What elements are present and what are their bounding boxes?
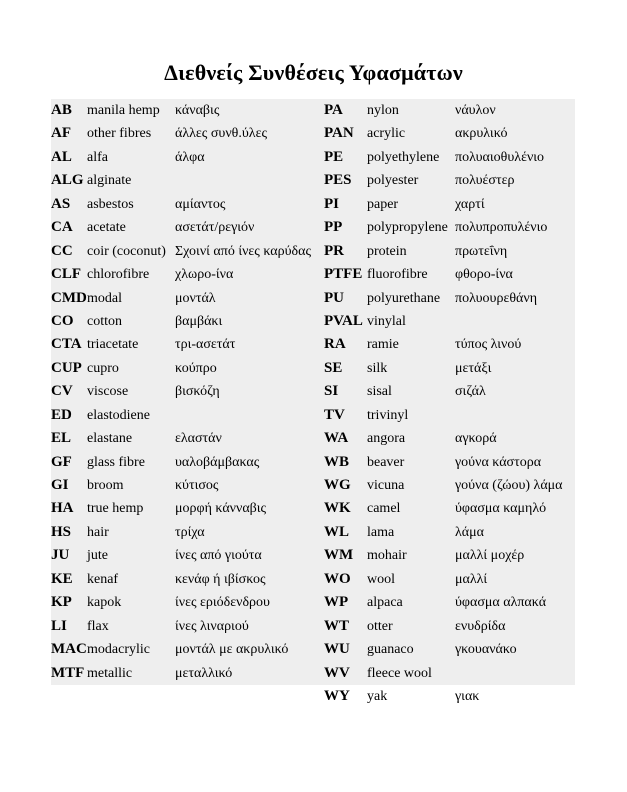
table-row [51, 240, 575, 263]
right-fiber-code: WM [324, 547, 354, 564]
table-row [51, 591, 575, 614]
right-fiber-name: polyethylene [367, 149, 440, 165]
right-fiber-name: polypropylene [367, 220, 448, 236]
table-row [51, 122, 575, 145]
left-fiber-code: MTF [51, 664, 85, 681]
left-fiber-code: GI [51, 477, 69, 493]
right-fiber-greek-name: γιακ [455, 688, 480, 704]
right-fiber-name: paper [367, 196, 399, 212]
table-row [51, 615, 575, 638]
right-fiber-code: SI [324, 383, 339, 400]
right-fiber-name: mohair [367, 548, 407, 564]
right-fiber-name: wool [367, 571, 395, 587]
right-fiber-name: sisal [367, 384, 392, 400]
table-row [51, 287, 575, 310]
table-row [51, 521, 575, 544]
table-row [51, 146, 575, 169]
left-fiber-code: LI [51, 617, 67, 634]
table-row [51, 451, 575, 474]
right-fiber-code: WB [324, 453, 350, 470]
left-fiber-code: MAC [51, 641, 87, 658]
table-row [51, 310, 575, 333]
left-fiber-code: AL [51, 148, 72, 165]
left-fiber-name: modacrylic [87, 642, 150, 658]
right-fiber-name: trivinyl [367, 407, 409, 423]
right-fiber-name: vinylal [367, 313, 406, 329]
right-fiber-code: PP [324, 219, 343, 236]
right-fiber-greek-name: ακρυλικό [455, 126, 508, 142]
left-fiber-greek-name: ίνες λιναριού [175, 618, 249, 634]
left-fiber-code: JU [51, 547, 70, 564]
right-fiber-code: TV [324, 406, 345, 423]
page-title: Διεθνείς Συνθέσεις Υφασμάτων [164, 60, 463, 85]
left-fiber-code: CA [51, 219, 73, 236]
left-fiber-name: acetate [87, 220, 126, 236]
right-fiber-name: fluorofibre [367, 267, 428, 283]
left-fiber-code: AS [51, 195, 71, 212]
left-fiber-greek-name: μοντάλ με ακρυλικό [175, 642, 289, 658]
left-fiber-name: elastane [87, 431, 133, 447]
left-fiber-greek-name: ελαστάν [175, 431, 222, 447]
right-fiber-code: PU [324, 289, 344, 306]
right-fiber-code: PE [324, 148, 344, 165]
right-fiber-name: polyester [367, 173, 419, 189]
left-fiber-code: HS [51, 523, 72, 540]
right-fiber-name: vicuna [367, 478, 405, 493]
fiber-composition-table [51, 99, 575, 708]
left-fiber-name: true hemp [87, 501, 144, 517]
left-fiber-name: manila hemp [87, 103, 160, 118]
right-fiber-greek-name: λάμα [455, 524, 484, 540]
right-fiber-code: PR [324, 242, 344, 259]
left-fiber-name: coir (coconut) [87, 243, 166, 259]
right-fiber-code: WT [324, 617, 350, 634]
table-row [51, 404, 575, 427]
left-fiber-greek-name: τρι-ασετάτ [175, 337, 236, 353]
left-fiber-greek-name: βισκόζη [175, 384, 220, 400]
left-fiber-greek-name: άλλες συνθ.ύλες [175, 126, 267, 142]
right-fiber-code: WV [324, 664, 350, 681]
table-row [51, 638, 575, 661]
right-fiber-name: beaver [367, 454, 405, 470]
left-fiber-name: kenaf [87, 571, 119, 587]
right-fiber-name: lama [367, 524, 395, 540]
right-fiber-code: PA [324, 102, 343, 118]
table-row [51, 497, 575, 520]
left-fiber-code: HA [51, 500, 74, 517]
left-fiber-name: triacetate [87, 337, 139, 353]
right-fiber-greek-name: γούνα (ζώου) λάμα [455, 478, 563, 493]
right-fiber-greek-name: πολυέστερ [455, 173, 515, 189]
left-fiber-greek-name: ίνες εριόδενδρου [175, 595, 270, 611]
left-fiber-greek-name: τρίχα [175, 524, 205, 540]
table-row [51, 474, 575, 497]
right-fiber-greek-name: γούνα κάστορα [455, 454, 542, 470]
table-row [51, 380, 575, 403]
table-row [51, 99, 575, 122]
left-fiber-name: alfa [87, 149, 108, 165]
table-row [51, 685, 575, 708]
left-fiber-name: kapok [87, 595, 122, 611]
left-fiber-code: AF [51, 125, 71, 142]
table-row [51, 333, 575, 356]
right-fiber-code: WP [324, 594, 349, 611]
table-row [51, 193, 575, 216]
left-fiber-name: flax [87, 618, 109, 634]
left-fiber-name: cotton [87, 313, 122, 329]
right-fiber-greek-name: γκουανάκο [455, 642, 517, 658]
left-fiber-greek-name: μοντάλ [175, 290, 216, 306]
right-fiber-greek-name: ύφασμα αλπακά [455, 595, 547, 611]
right-fiber-name: camel [367, 501, 401, 517]
right-fiber-greek-name: φθορο-ίνα [455, 267, 513, 283]
left-fiber-name: metallic [87, 665, 133, 681]
left-fiber-code: GF [51, 453, 72, 470]
right-fiber-code: WO [324, 570, 351, 587]
left-fiber-greek-name: ίνες από γιούτα [175, 548, 262, 564]
left-fiber-code: CLF [51, 266, 81, 283]
right-fiber-code: WU [324, 641, 350, 658]
left-fiber-greek-name: αμίαντος [175, 196, 226, 212]
right-fiber-greek-name: πολυουρεθάνη [455, 290, 538, 306]
right-fiber-greek-name: σιζάλ [455, 384, 486, 400]
right-fiber-code: PTFE [324, 266, 363, 283]
left-fiber-code: CC [51, 242, 73, 259]
left-fiber-name: asbestos [87, 196, 134, 212]
left-fiber-greek-name: άλφα [175, 149, 205, 165]
table-row [51, 427, 575, 450]
left-fiber-code: KP [51, 594, 72, 611]
left-fiber-code: KE [51, 570, 73, 587]
right-fiber-name: otter [367, 618, 393, 634]
right-fiber-greek-name: πολυπροπυλένιο [455, 220, 548, 236]
left-fiber-name: viscose [87, 384, 129, 400]
right-fiber-name: nylon [367, 103, 399, 118]
left-fiber-code: ALG [51, 172, 84, 189]
right-fiber-name: alpaca [367, 595, 403, 611]
left-fiber-code: CMD [51, 289, 87, 306]
left-fiber-greek-name: χλωρο-ίνα [175, 267, 234, 283]
right-fiber-code: PVAL [324, 312, 363, 329]
right-fiber-greek-name: αγκορά [455, 431, 497, 447]
left-fiber-code: CO [51, 312, 74, 329]
left-fiber-greek-name: βαμβάκι [175, 313, 223, 329]
table-row [51, 544, 575, 567]
right-fiber-name: ramie [367, 337, 399, 353]
left-fiber-name: cupro [87, 360, 119, 376]
left-fiber-greek-name: μεταλλικό [175, 665, 233, 681]
right-fiber-code: RA [324, 336, 346, 353]
left-fiber-greek-name: κύτισος [175, 478, 219, 493]
left-fiber-code: EL [51, 430, 72, 447]
right-fiber-name: yak [367, 688, 388, 704]
right-fiber-name: fleece wool [367, 665, 432, 681]
right-fiber-name: protein [367, 243, 407, 259]
left-fiber-greek-name: κενάφ ή ιβίσκος [175, 571, 266, 587]
left-fiber-name: chlorofibre [87, 267, 150, 283]
right-fiber-greek-name: τύπος λινού [455, 337, 522, 353]
right-fiber-greek-name: χαρτί [455, 196, 485, 212]
left-fiber-name: broom [87, 478, 124, 493]
left-fiber-greek-name: ασετάτ/ρεγιόν [175, 220, 255, 236]
right-fiber-code: SE [324, 359, 343, 376]
right-fiber-name: acrylic [367, 126, 406, 142]
left-fiber-name: alginate [87, 173, 132, 189]
left-fiber-name: jute [87, 548, 108, 564]
table-row [51, 662, 575, 685]
right-fiber-code: PI [324, 195, 339, 212]
left-fiber-code: CUP [51, 359, 82, 376]
table-row [51, 263, 575, 286]
left-fiber-code: CV [51, 383, 73, 400]
left-fiber-name: hair [87, 524, 109, 540]
right-fiber-code: WA [324, 430, 349, 447]
right-fiber-greek-name: μετάξι [455, 360, 492, 376]
right-fiber-name: guanaco [367, 642, 414, 658]
right-fiber-greek-name: νάυλον [455, 103, 496, 118]
right-fiber-code: WL [324, 523, 350, 540]
right-fiber-greek-name: πολυαιοθυλένιο [455, 149, 545, 165]
right-fiber-greek-name: ύφασμα καμηλό [455, 501, 547, 517]
right-fiber-greek-name: πρωτεΐνη [455, 243, 508, 259]
table-row [51, 216, 575, 239]
left-fiber-code: AB [51, 102, 72, 118]
left-fiber-greek-name: Σχοινί από ίνες καρύδας [175, 243, 312, 259]
right-fiber-greek-name: μαλλί [455, 571, 488, 587]
table-row [51, 568, 575, 591]
right-fiber-name: polyurethane [367, 290, 441, 306]
left-fiber-code: ED [51, 406, 72, 423]
left-fiber-greek-name: μορφή κάνναβις [175, 501, 267, 517]
right-fiber-code: PAN [324, 125, 354, 142]
right-fiber-code: WK [324, 500, 351, 517]
table-row [51, 169, 575, 192]
left-fiber-greek-name: κάναβις [175, 103, 220, 118]
right-fiber-code: WG [324, 477, 351, 493]
right-fiber-name: silk [367, 360, 388, 376]
left-fiber-greek-name: υαλοβάμβακας [175, 454, 260, 470]
left-fiber-name: elastodiene [87, 407, 150, 423]
right-fiber-greek-name: ενυδρίδα [455, 618, 506, 634]
right-fiber-name: angora [367, 431, 406, 447]
right-fiber-code: PES [324, 172, 352, 189]
right-fiber-greek-name: μαλλί μοχέρ [455, 548, 525, 564]
left-fiber-name: other fibres [87, 126, 152, 142]
left-fiber-name: glass fibre [87, 454, 145, 470]
table-row [51, 357, 575, 380]
left-fiber-greek-name: κούπρο [175, 360, 217, 376]
left-fiber-code: CTA [51, 336, 82, 353]
left-fiber-name: modal [87, 290, 122, 306]
right-fiber-code: WY [324, 687, 350, 704]
